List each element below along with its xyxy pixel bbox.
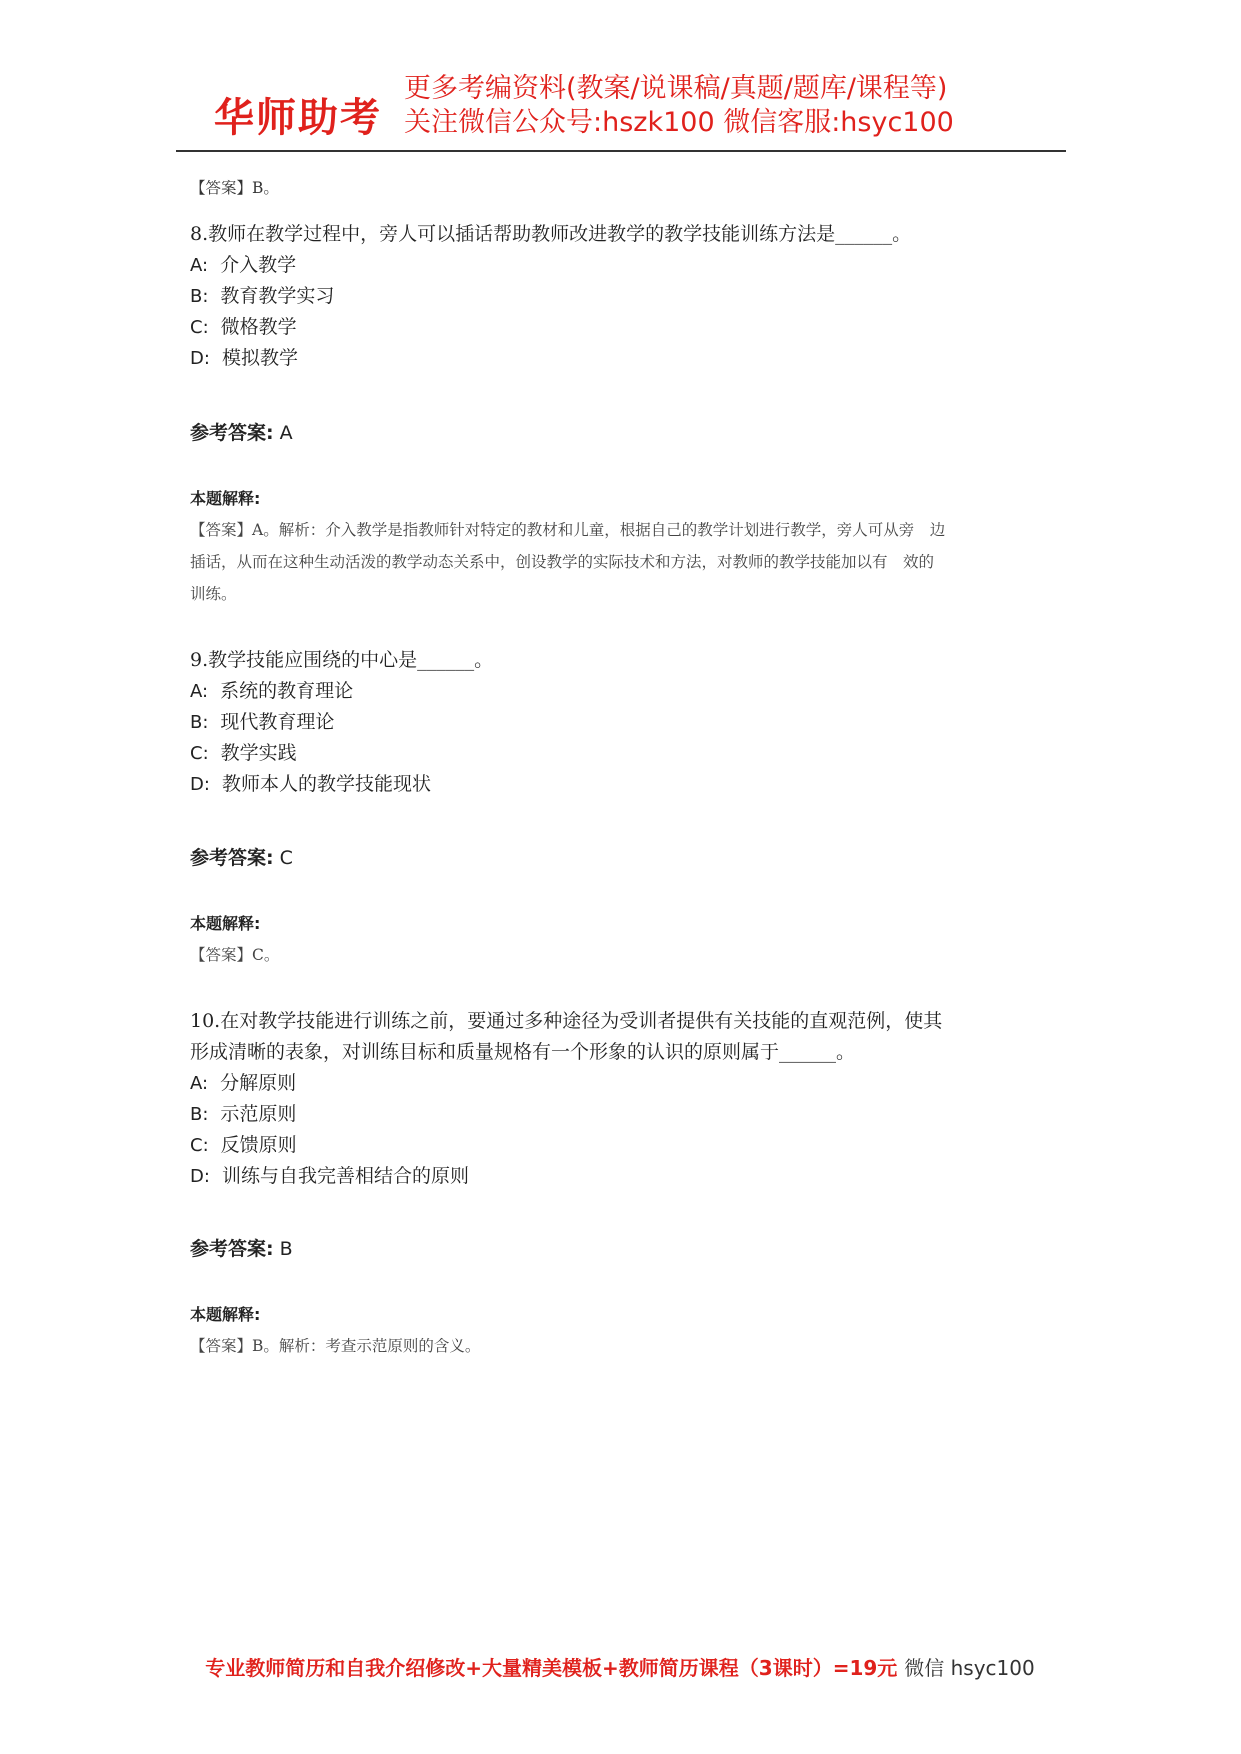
option-key: C: — [190, 743, 209, 764]
option-item — [190, 343, 298, 374]
promo-text: 专业教师简历和自我介绍修改+大量精美模板+教师简历课程（3课时）=19元 — [205, 1656, 898, 1680]
option-text: 介入教学 — [220, 254, 297, 276]
option-key: B: — [190, 712, 209, 733]
explanation-line: 【答案】A。解析：介入教学是指教师针对特定的教材和儿童，根据自己的教学计划进行教学，旁人可从旁 边 — [190, 521, 946, 539]
option-text: 教师本人的教学技能现状 — [221, 773, 431, 795]
option-key: D: — [190, 348, 210, 369]
explanation-title: 本题解释: — [190, 489, 261, 508]
reference-answer — [190, 1234, 293, 1261]
option-text: 微格教学 — [220, 316, 297, 338]
tagline-line-2: 关注微信公众号:hszk100 微信客服:hsyc100 — [404, 107, 954, 138]
explanation-line: 【答案】C。 — [190, 946, 280, 964]
explanation-title: 本题解释: — [190, 914, 261, 933]
option-text: 模拟教学 — [221, 347, 298, 369]
wechat-contact: 微信 hsyc100 — [904, 1656, 1035, 1680]
option-text: 教育教学实习 — [220, 285, 335, 307]
option-key: B: — [190, 1104, 209, 1125]
explanation-title: 本题解释: — [190, 1305, 261, 1324]
option-text: 反馈原则 — [220, 1134, 297, 1156]
option-key: A: — [190, 255, 209, 276]
explanation-line: 插话，从而在这种生动活泼的教学动态关系中，创设教学的实际技术和方法，对教师的教学技能加以有 效的 — [190, 553, 935, 571]
reference-answer — [190, 418, 293, 445]
option-item — [190, 769, 431, 800]
option-text: 分解原则 — [220, 1072, 297, 1094]
answer-label: 参考答案: — [190, 422, 274, 444]
option-item — [190, 281, 334, 312]
option-text: 现代教育理论 — [220, 711, 335, 733]
option-text: 训练与自我完善相结合的原则 — [221, 1165, 469, 1187]
option-item — [190, 1161, 469, 1192]
header-tagline — [404, 72, 954, 140]
answer-value: C — [279, 847, 293, 869]
option-item — [190, 1099, 296, 1130]
option-text: 系统的教育理论 — [220, 680, 354, 702]
explanation-line: 训练。 — [190, 585, 237, 603]
reference-answer — [190, 843, 293, 870]
option-key: A: — [190, 681, 209, 702]
question-stem: 形成清晰的表象，对训练目标和质量规格有一个形象的认识的原则属于______。 — [190, 1041, 856, 1063]
option-item — [190, 1130, 297, 1161]
prev-answer: 【答案】B。 — [190, 179, 279, 197]
answer-value: B — [279, 1238, 293, 1260]
question-stem: 10.在对教学技能进行训练之前，要通过多种途径为受训者提供有关技能的直观范例，使其 — [190, 1010, 943, 1032]
question-stem: 9.教学技能应围绕的中心是______。 — [190, 649, 494, 671]
option-key: C: — [190, 1135, 209, 1156]
promo-footer — [180, 1652, 1060, 1681]
option-text: 教学实践 — [220, 742, 297, 764]
option-item — [190, 250, 296, 281]
option-text: 示范原则 — [220, 1103, 297, 1125]
answer-label: 参考答案: — [190, 1238, 274, 1260]
option-item — [190, 312, 297, 343]
option-item — [190, 676, 353, 707]
option-item — [190, 707, 334, 738]
answer-value: A — [279, 422, 293, 444]
option-key: C: — [190, 317, 209, 338]
option-key: D: — [190, 774, 210, 795]
question-stem: 8.教师在教学过程中，旁人可以插话帮助教师改进教学的教学技能训练方法是______。 — [190, 223, 912, 245]
option-key: D: — [190, 1166, 210, 1187]
option-key: A: — [190, 1073, 209, 1094]
answer-label: 参考答案: — [190, 847, 274, 869]
option-item — [190, 1068, 296, 1099]
option-key: B: — [190, 286, 209, 307]
option-item — [190, 738, 297, 769]
brand-logo: 华师助考 — [214, 95, 382, 141]
tagline-line-1: 更多考编资料(教案/说课稿/真题/题库/课程等) — [404, 73, 948, 104]
page-header — [176, 62, 1066, 152]
explanation-line: 【答案】B。解析：考查示范原则的含义。 — [190, 1337, 481, 1355]
